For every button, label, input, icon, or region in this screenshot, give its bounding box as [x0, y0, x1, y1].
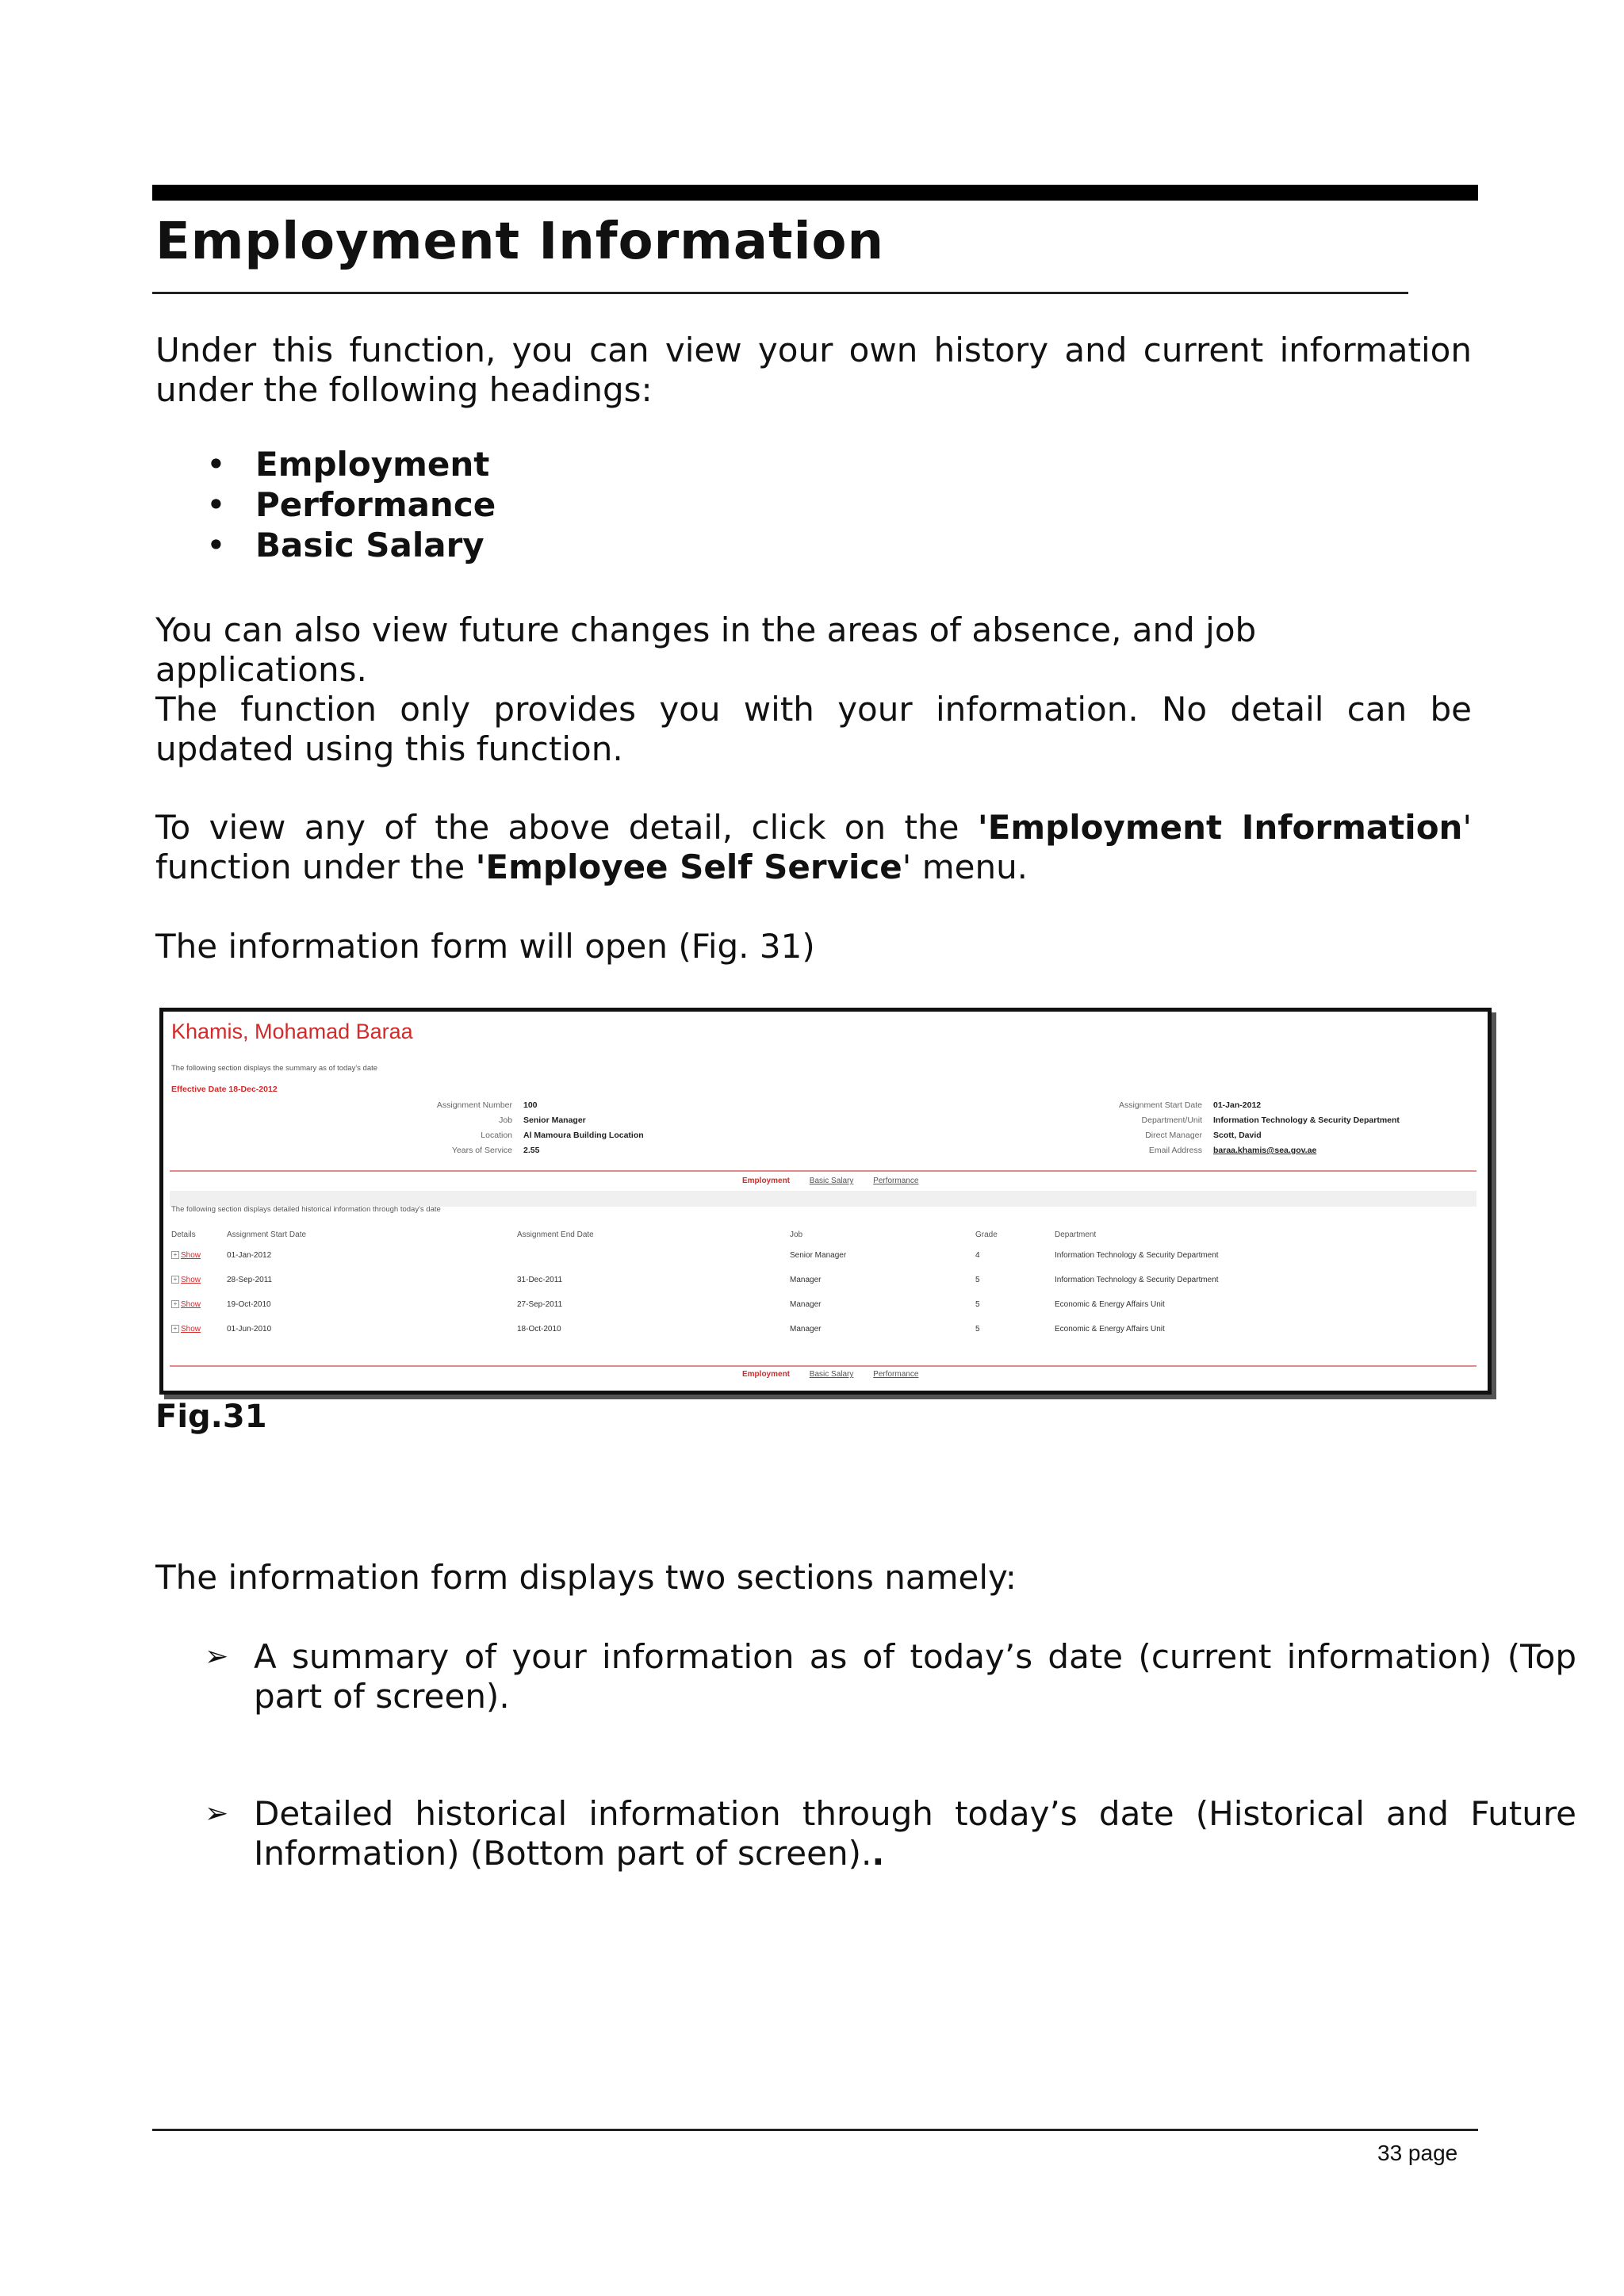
page-title: Employment Information: [155, 212, 885, 271]
end-date-cell: [517, 1249, 790, 1273]
department-cell: Information Technology & Security Department: [1055, 1276, 1219, 1284]
col-header: Grade: [975, 1230, 998, 1239]
field-label: Assignment Number: [436, 1100, 512, 1110]
tab-basic-salary[interactable]: Basic Salary: [809, 1177, 854, 1185]
summary-note: The following section displays the summary as of today's date: [171, 1064, 378, 1073]
field-value: 2.55: [523, 1146, 540, 1155]
tab-performance[interactable]: Performance: [873, 1370, 919, 1379]
table-row: [171, 1322, 1219, 1347]
field-assignment-start-date: [1036, 1100, 1261, 1110]
text-span: Detailed historical information through today’s date (Historical and Future Information) (Bottom part of screen).: [254, 1794, 1576, 1873]
expand-icon[interactable]: +: [171, 1325, 179, 1333]
col-header: Assignment End Date: [517, 1230, 594, 1239]
col-header: Assignment Start Date: [227, 1230, 307, 1239]
table-header-row: [171, 1230, 1219, 1249]
future-paragraph: You can also view future changes in the areas of absence, and job applications.: [155, 610, 1257, 689]
grade-cell: 5: [975, 1300, 980, 1309]
field-label: Job: [499, 1115, 512, 1125]
job-cell: Manager: [790, 1300, 822, 1309]
table-row: [171, 1249, 1219, 1273]
field-label: Assignment Start Date: [1118, 1100, 1202, 1110]
start-date-cell: 01-Jun-2010: [227, 1325, 272, 1334]
grade-cell: 4: [975, 1251, 980, 1260]
history-note: The following section displays detailed historical information through today's date: [171, 1205, 441, 1214]
list-item: ➢ A summary of your information as of today’s date (current information) (Top part of screen).: [200, 1637, 1576, 1716]
person-name: Khamis, Mohamad Baraa: [171, 1020, 413, 1043]
list-item: [200, 1794, 1576, 1873]
field-department: [1036, 1115, 1400, 1125]
job-cell: Senior Manager: [790, 1251, 847, 1260]
tab-performance[interactable]: Performance: [873, 1177, 919, 1185]
sections-list: [200, 1637, 1576, 1873]
sections-paragraph: The information form displays two sections namely:: [155, 1558, 1017, 1597]
details-cell: [171, 1322, 227, 1347]
start-date-cell: 01-Jan-2012: [227, 1251, 272, 1260]
department-cell: Economic & Energy Affairs Unit: [1055, 1300, 1165, 1309]
details-cell: [171, 1298, 227, 1322]
section-bar: [170, 1191, 1477, 1207]
table-row: [171, 1273, 1219, 1298]
expand-icon[interactable]: +: [171, 1300, 179, 1308]
field-email: [1036, 1146, 1316, 1155]
form-open-paragraph: The information form will open (Fig. 31): [155, 927, 815, 966]
tab-employment[interactable]: Employment: [742, 1370, 791, 1379]
field-value: Scott, David: [1213, 1131, 1262, 1140]
bold-text: 'Employee Self Service: [475, 848, 902, 886]
text-span: ' menu.: [902, 848, 1028, 886]
field-label: Direct Manager: [1145, 1131, 1202, 1140]
list-item: • Performance: [198, 484, 496, 525]
tab-employment[interactable]: Employment: [742, 1177, 791, 1185]
col-header: Job: [790, 1230, 803, 1239]
text-span: To view any of the above detail, click on the: [155, 808, 978, 847]
field-direct-manager: [1036, 1131, 1262, 1140]
field-job: [274, 1115, 586, 1125]
grade-cell: 5: [975, 1325, 980, 1334]
figure-caption: Fig.31: [155, 1399, 267, 1435]
field-label: Location: [481, 1131, 512, 1140]
end-date-cell: 18-Oct-2010: [517, 1325, 561, 1334]
details-cell: [171, 1249, 227, 1273]
field-value: Al Mamoura Building Location: [523, 1131, 644, 1140]
department-cell: Information Technology & Security Department: [1055, 1251, 1219, 1260]
col-header: Department: [1055, 1230, 1097, 1239]
field-label: Email Address: [1148, 1146, 1202, 1155]
department-cell: Economic & Energy Affairs Unit: [1055, 1325, 1165, 1334]
list-item: • Employment: [198, 444, 496, 484]
list-item: • Basic Salary: [198, 525, 496, 565]
table-row: [171, 1298, 1219, 1322]
start-date-cell: 28-Sep-2011: [227, 1276, 273, 1284]
field-location: [274, 1131, 644, 1140]
section-tabs-bottom: [742, 1370, 936, 1379]
tab-basic-salary[interactable]: Basic Salary: [809, 1370, 854, 1379]
grade-cell: 5: [975, 1276, 980, 1284]
view-paragraph: [155, 808, 1472, 887]
intro-paragraph: Under this function, you can view your own history and current information under the following headings:: [155, 331, 1472, 409]
job-cell: Manager: [790, 1276, 822, 1284]
field-years-of-service: [274, 1146, 539, 1155]
show-link[interactable]: Show: [181, 1276, 201, 1284]
expand-icon[interactable]: +: [171, 1276, 179, 1284]
text-span: ' function under the: [155, 808, 1472, 886]
show-link[interactable]: Show: [181, 1325, 201, 1334]
show-link[interactable]: Show: [181, 1300, 201, 1309]
details-cell: [171, 1273, 227, 1298]
page-number: 33 page: [1377, 2141, 1458, 2165]
field-label: Department/Unit: [1141, 1115, 1202, 1125]
headings-list: [198, 444, 496, 565]
footer-rule: [152, 2129, 1478, 2131]
field-value: Senior Manager: [523, 1115, 586, 1125]
field-value: Information Technology & Security Department: [1213, 1115, 1400, 1125]
field-value: 01-Jan-2012: [1213, 1100, 1262, 1110]
start-date-cell: 19-Oct-2010: [227, 1300, 271, 1309]
figure-screenshot: [159, 1008, 1492, 1395]
end-date-cell: 27-Sep-2011: [517, 1300, 563, 1309]
field-label: Years of Service: [451, 1146, 512, 1155]
divider: [170, 1170, 1477, 1172]
field-value: 100: [523, 1100, 538, 1110]
job-cell: Manager: [790, 1325, 822, 1334]
top-rule: [152, 185, 1478, 201]
bold-text: 'Employment Information: [977, 808, 1463, 847]
divider: [170, 1365, 1477, 1367]
end-date-cell: 31-Dec-2011: [517, 1276, 563, 1284]
email-link[interactable]: baraa.khamis@sea.gov.ae: [1213, 1146, 1317, 1155]
col-header: Details: [171, 1230, 196, 1239]
info-paragraph: The function only provides you with your information. No detail can be updated using this function.: [155, 690, 1472, 768]
expand-icon[interactable]: +: [171, 1251, 179, 1259]
field-assignment-number: [274, 1100, 538, 1110]
bold-text: .: [871, 1834, 885, 1873]
effective-date: Effective Date 18-Dec-2012: [171, 1085, 278, 1094]
section-tabs: [742, 1177, 936, 1185]
history-table: [171, 1230, 1219, 1347]
title-underline: [152, 292, 1408, 294]
show-link[interactable]: Show: [181, 1251, 201, 1260]
